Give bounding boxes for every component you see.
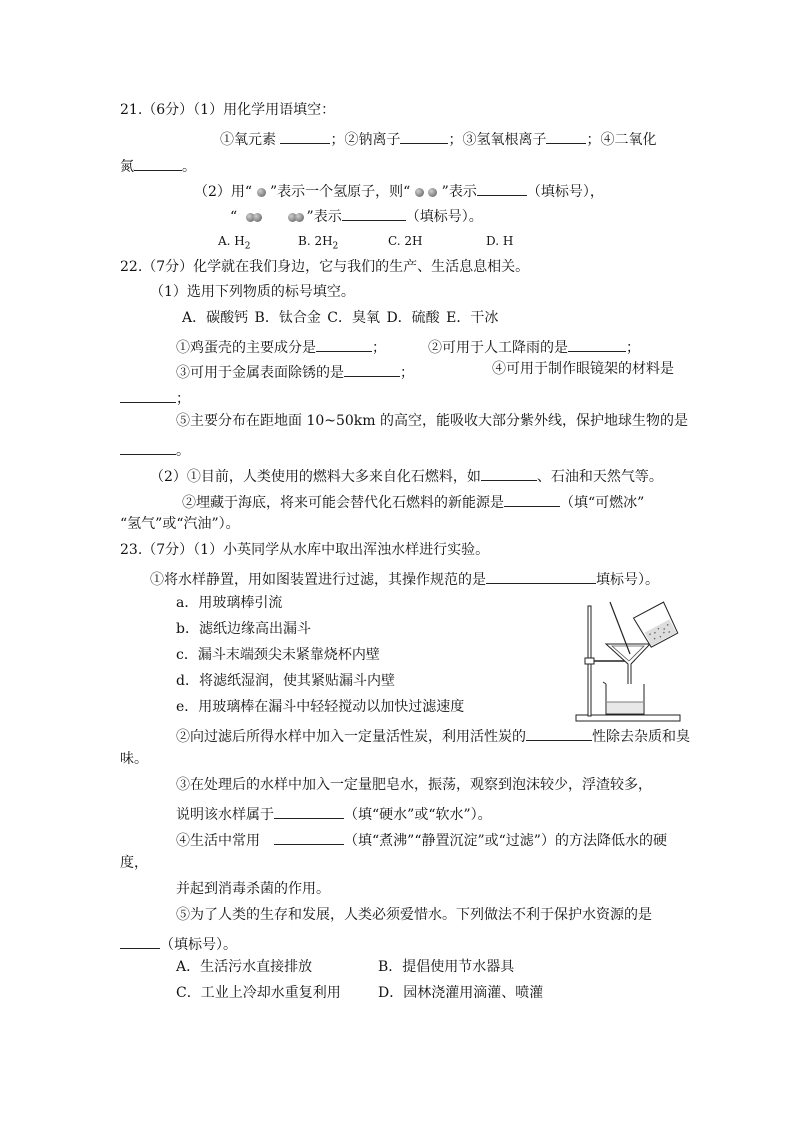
- q21-l3a: （2）用“: [194, 184, 253, 200]
- q23-header: 23.（7分）（1）小英同学从水库中取出浑浊水样进行实验。: [120, 542, 490, 558]
- q23-s2-cont: 味。: [120, 751, 148, 767]
- hydrogen-atom-icon: [415, 188, 424, 197]
- q23-s4-cont: 度，: [120, 855, 148, 871]
- q21-l3d: （填标号），: [526, 184, 604, 200]
- answer-blank[interactable]: [477, 181, 527, 196]
- q21-l1c: ；③氢氧根离子: [448, 132, 547, 148]
- q21-l2a: 氮: [120, 159, 134, 175]
- q21-line4: [230, 206, 483, 224]
- q22-item2: ②可用于人工降雨的是 ；: [428, 337, 640, 355]
- q23-opt-b: B．提倡使用节水器具: [378, 959, 515, 975]
- q22-header: 22.（7分）化学就在我们身边，它与我们的生产、生活息息相关。: [120, 259, 530, 275]
- q21-l4c: （填标号）。: [405, 209, 483, 225]
- answer-blank[interactable]: [568, 337, 626, 352]
- hydrogen-molecule-icon: [246, 210, 260, 224]
- q23-s3: ③在处理后的水样中加入一定量肥皂水，振荡，观察到泡沫较少，浮渣较多，: [176, 777, 652, 793]
- q21-l3b: ”表示一个氢原子，则“: [269, 184, 411, 200]
- q21-line2: [120, 156, 196, 174]
- filtration-apparatus-figure: [572, 598, 684, 722]
- q22-item1: ①鸡蛋壳的主要成分是 ；: [176, 337, 386, 355]
- q23-opt-d: D．园林浇灌用滴灌、喷灌: [378, 985, 544, 1001]
- answer-blank[interactable]: [400, 129, 448, 144]
- q22-sub2-line3: “氢气”或“汽油”）。: [120, 516, 240, 532]
- q22-item3: ③可用于金属表面除锈的是 ；: [176, 362, 414, 380]
- hydrogen-atom-icon: [428, 188, 437, 197]
- q23-choice: e．用玻璃棒在漏斗中轻轻搅动以加快过滤速度: [176, 699, 465, 715]
- q21-l1b: ；②钠离子: [330, 132, 401, 148]
- answer-blank[interactable]: [274, 830, 344, 845]
- q21-l1a: ①氧元素: [220, 132, 276, 148]
- q23-choice: a．用玻璃棒引流: [176, 595, 283, 611]
- q23-s3-cont: 说明该水样属于 （填“硬水”或“软水”）。: [176, 804, 492, 822]
- q21-l3c: ”表示: [441, 184, 477, 200]
- answer-blank[interactable]: [120, 440, 176, 455]
- q22-options: A．碳酸钙 B．钛合金 C．臭氧 D．硫酸 E．干冰: [182, 310, 499, 326]
- q21-line3: [194, 181, 604, 199]
- q21-l4a: “: [230, 209, 238, 225]
- q22-item4-cont: ；: [120, 388, 190, 406]
- q21-l4b: ”表示: [306, 209, 342, 225]
- q23-s5-cont: （填标号）。: [120, 934, 237, 952]
- q22-sub2-line1: （2）①目前，人类使用的燃料大多来自化石燃料，如 、石油和天然气等。: [150, 466, 663, 484]
- q21-opt-c: C. 2H: [388, 234, 423, 248]
- q23-opt-c: C．工业上冷却水重复利用: [176, 985, 341, 1001]
- answer-blank[interactable]: [342, 206, 406, 221]
- answer-blank[interactable]: [546, 129, 586, 144]
- answer-blank[interactable]: [274, 804, 344, 819]
- q23-s2: ②向过滤后所得水样中加入一定量活性炭，利用活性炭的 性除去杂质和臭: [176, 726, 690, 744]
- q21-l2b: 。: [182, 159, 196, 175]
- q23-opt-a: A．生活污水直接排放: [176, 959, 313, 975]
- answer-blank[interactable]: [504, 492, 560, 507]
- answer-blank[interactable]: [486, 569, 596, 584]
- q22-sub1: （1）选用下列物质的标号填空。: [150, 284, 355, 300]
- answer-blank[interactable]: [481, 466, 537, 481]
- answer-blank[interactable]: [280, 129, 330, 144]
- q21-line1: [220, 129, 656, 147]
- hydrogen-atom-icon: [257, 188, 266, 197]
- answer-blank[interactable]: [526, 726, 592, 741]
- q23-s4-cont2: 并起到消毒杀菌的作用。: [176, 881, 330, 897]
- q23-s1: ①将水样静置，用如图装置进行过滤，其操作规范的是 填标号）。: [150, 569, 659, 587]
- hydrogen-molecule-icon: [288, 210, 302, 224]
- q21-opt-a: A. $H_2$: [218, 234, 251, 252]
- q23-s4: ④生活中常用 （填“煮沸”“静置沉淀”或“过滤”）的方法降低水的硬: [176, 830, 667, 848]
- q23-choice: d．将滤纸湿润，使其紧贴漏斗内壁: [176, 673, 395, 689]
- q21-opt-d: D. H: [486, 234, 514, 248]
- answer-blank[interactable]: [134, 156, 182, 171]
- q22-item5-cont: 。: [120, 440, 190, 458]
- answer-blank[interactable]: [120, 388, 176, 403]
- answer-blank[interactable]: [316, 337, 372, 352]
- q23-s5: ⑤为了人类的生存和发展，人类必须爱惜水。下列做法不利于保护水资源的是: [176, 907, 652, 923]
- answer-blank[interactable]: [344, 362, 400, 377]
- q22-item4: ④可用于制作眼镜架的材料是: [492, 361, 674, 377]
- q22-sub2-line2: ②埋藏于海底，将来可能会替代化石燃料的新能源是 （填“可燃冰”: [182, 492, 644, 510]
- q22-item5: ⑤主要分布在距地面 10~50km 的高空，能吸收大部分紫外线，保护地球生物的是: [176, 413, 689, 429]
- pouring-beaker-icon: [634, 602, 680, 648]
- q23-choice: c．漏斗末端颈尖未紧靠烧杯内壁: [176, 647, 380, 663]
- q21-header: 21.（6分）（1）用化学用语填空：: [120, 102, 336, 118]
- q23-choice: b．滤纸边缘高出漏斗: [176, 621, 311, 637]
- answer-blank[interactable]: [120, 934, 160, 949]
- q21-opt-b: B. $2H_2$: [298, 234, 339, 252]
- q21-l1d: ；④二氧化: [586, 132, 657, 148]
